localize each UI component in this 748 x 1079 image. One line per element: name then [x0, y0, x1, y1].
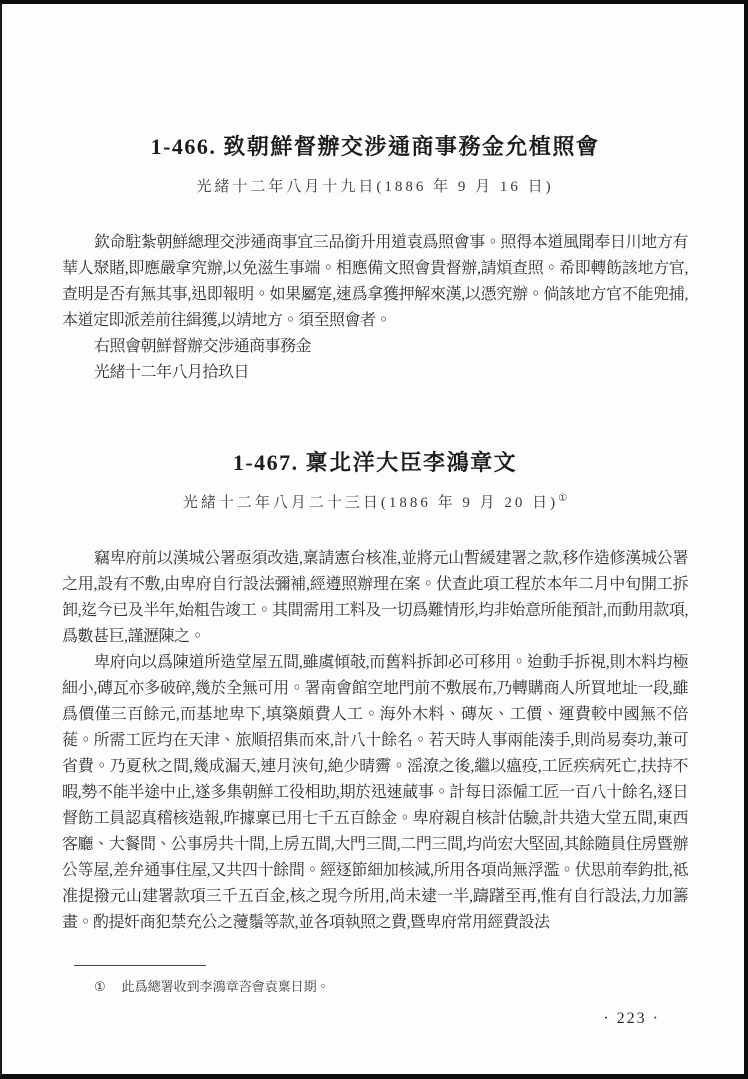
footnote-marker: ① — [94, 979, 106, 994]
document-1-466 — [62, 130, 688, 386]
document-1-466-paragraph: 欽命駐紮朝鮮總理交涉通商事宜三品銜升用道袁爲照會事。照得本道風聞奉日川地方有華人聚賭,即應嚴拿究辦,以免滋生事端。相應備文照會貴督辦,請煩查照。希即轉飭該地方官,查明是否有無其事,迅即報明。如果屬寔,速爲拿獲押解來漢,以憑究辦。倘該地方官不能兜捕,本道定即派差前往緝獲,以靖地方。須至照會者。 — [62, 234, 688, 329]
footnote-divider — [74, 965, 206, 966]
page-content — [2, 4, 744, 936]
document-1-466-date: 光緒十二年八月十九日(1886 年 9 月 16 日) — [196, 179, 554, 195]
document-1-466-closing-date: 光緒十二年八月拾玖日 — [94, 364, 250, 381]
document-1-467-paragraph-2: 卑府向以爲陳道所造堂屋五間,雖虞傾攲,而舊料拆卸必可移用。迨動手拆視,則木料均極細小,磚瓦亦多破碎,幾於全無可用。署南會館空地門前不敷展布,乃轉購商人所買地址一段,雖爲價僅三百餘元,而基地卑下,填築頗費人工。海外木料、磚灰、工價、運費較中國無不倍蓰。所需工匠均在天津、旅順招集而來,計八十餘名。若天時人事兩能湊手,則尚易奏功,兼可省費。乃夏秋之間,幾成漏天,連月浹旬,絶少晴霽。滛潦之後,繼以瘟疫,工匠疾病死亡,扶持不暇,勢不能半途中止,遂多集朝鮮工役相助,期於迅速蕆事。計每日添僱工匠一百八十餘名,逐日督飭工員認真稽核造報,昨據稟已用七千五百餘金。卑府親自核計估驗,計共造大堂五間,東西客廳、大餐間、公事房共十間,上房五間,大門三間,二門三間,均尚宏大堅固,其餘隨員住房暨辦公等屋,差弁通事住屋,又共四十餘間。經逐節細加核減,所用各項尚無浮濫。伏思前奉鈞批,祗准提撥元山建署款項三千五百金,核之現今所用,尚未逮一半,躊躇至再,惟有自行設法,力加籌畫。酌提奸商犯禁充公之薓鬚等款,並各項執照之費,暨卑府常用經費設法 — [62, 654, 688, 931]
footnote-reference-marker: ① — [558, 493, 568, 504]
document-1-467 — [62, 446, 688, 936]
page-number: · 223 · — [603, 1010, 660, 1027]
footnote-text: 此爲總署收到李鴻章咨會袁稟日期。 — [121, 979, 330, 994]
document-1-466-closing-addressee: 右照會朝鮮督辦交涉通商事務金 — [94, 338, 312, 355]
document-1-466-title: 1-466. 致朝鮮督辦交涉通商事務金允植照會 — [150, 134, 600, 159]
document-1-467-paragraph-1: 竊卑府前以漢城公署亟須改造,稟請憲台核准,並將元山暫緩建署之款,移作造修漢城公署之用,設有不敷,由卑府自行設法彌補,經遵照辦理在案。伏查此項工程於本年二月中旬開工拆卸,迄今已及半年,始粗告竣工。其間需用工料及一切爲難情形,均非始意所能預計,而動用款項,爲數甚巨,謹瀝陳之。 — [62, 550, 688, 645]
document-1-467-date-text: 光緒十二年八月二十三日(1886 年 9 月 20 日) — [182, 495, 559, 511]
document-1-467-date — [62, 491, 688, 512]
document-1-467-title: 1-467. 稟北洋大臣李鴻章文 — [232, 450, 518, 475]
footnote-area — [2, 965, 744, 996]
footnote — [74, 978, 688, 996]
